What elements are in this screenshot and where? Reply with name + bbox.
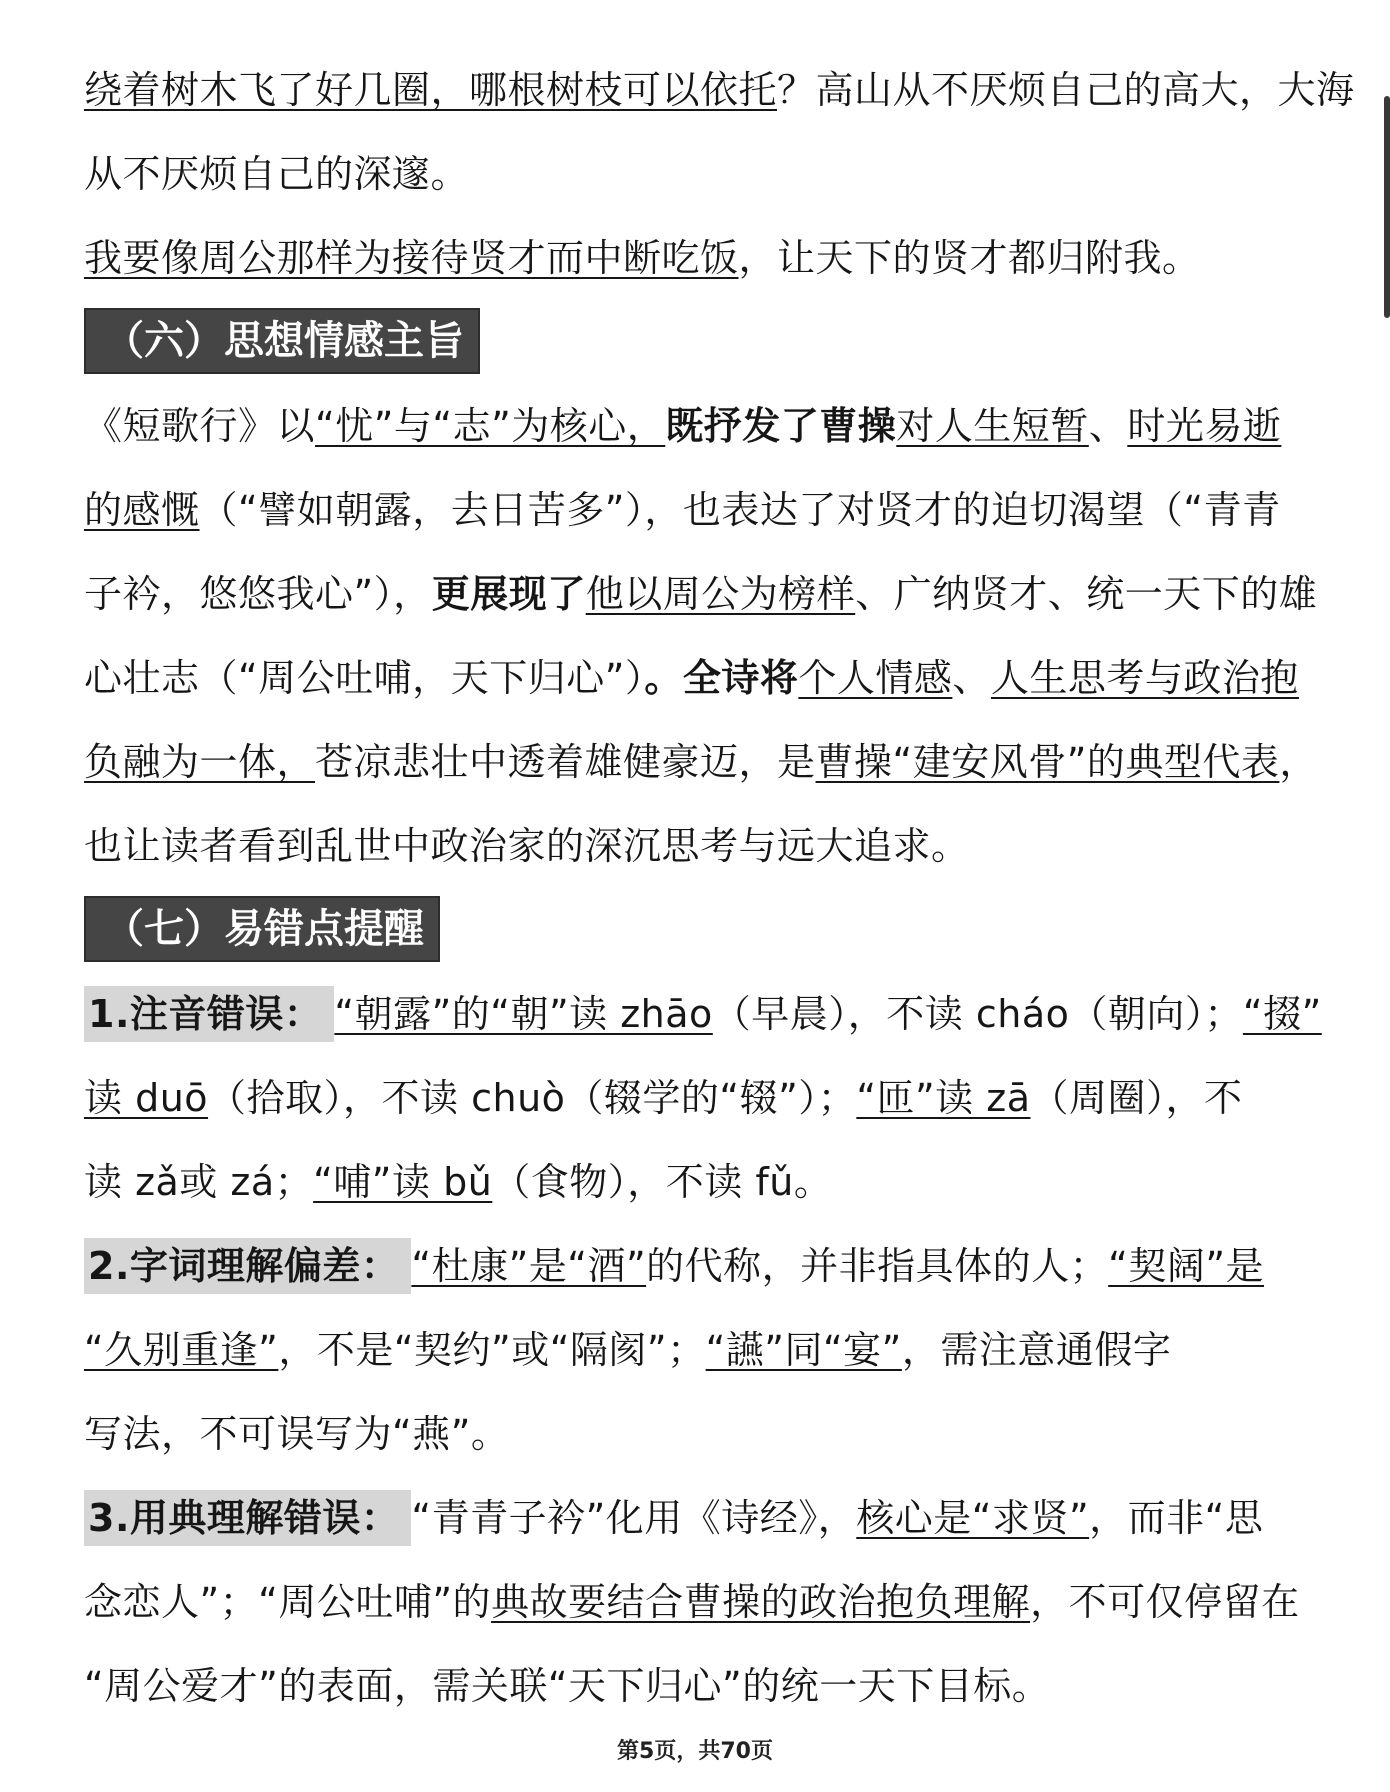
underlined-text: 时光易逝 — [1127, 404, 1282, 448]
text: “青青子衿”化用《诗经》， — [411, 1496, 857, 1540]
underlined-text: 个人情感 — [798, 656, 953, 700]
underlined-text: 曹操“建安风骨”的典型代表 — [815, 740, 1280, 784]
text: 从不厌烦自己的深邃。 — [84, 152, 470, 196]
text: （早晨），不读 cháo（朝向）； — [712, 992, 1243, 1036]
underlined-text: 典故要结合曹操的政治抱负理解 — [491, 1580, 1031, 1624]
text: ，不可仅停留在 — [1030, 1580, 1300, 1624]
bold-text: 。全诗将 — [644, 656, 799, 700]
text: 写法，不可误写为“燕”。 — [84, 1412, 510, 1456]
text: 苍凉悲壮中透着雄健豪迈，是 — [315, 740, 816, 784]
underlined-text: 人生思考与政治抱 — [990, 656, 1299, 700]
text: ？高山从不厌烦自己的高大，大海 — [777, 68, 1355, 112]
item-label-2: 2.字词理解偏差： — [84, 1238, 411, 1294]
text: ， — [1279, 740, 1318, 784]
underlined-text: “匝”读 zā — [856, 1076, 1031, 1120]
text-line — [84, 48, 1355, 132]
section-heading-6: （六）思想情感主旨 — [84, 308, 480, 374]
text: ，让天下的贤才都归附我。 — [738, 236, 1201, 280]
bold-text: 更展现了 — [431, 572, 586, 616]
text: （“譬如朝露，去日苦多”），也表达了对贤才的迫切渴望（“青青 — [199, 488, 1281, 532]
underlined-text: 读 duō — [84, 1076, 209, 1120]
text-line — [84, 804, 1306, 888]
underlined-text: 我要像周公那样为接待贤才而中断吃饭 — [84, 236, 739, 280]
text: 也让读者看到乱世中政治家的深沉思考与远大追求。 — [84, 824, 970, 868]
text-line — [84, 1308, 1306, 1392]
text: 、 — [952, 656, 991, 700]
text-line — [84, 720, 1318, 804]
text-line — [84, 972, 1322, 1056]
text: ，不是“契约”或“隔阂”； — [278, 1328, 706, 1372]
section-heading-7: （七）易错点提醒 — [84, 896, 440, 962]
underlined-text: 对人生短暂 — [896, 404, 1089, 448]
page-number: 第5页，共70页 — [617, 1739, 773, 1764]
text-line — [84, 1056, 1306, 1140]
text: 的代称，并非指具体的人； — [646, 1244, 1109, 1288]
underlined-text: “杜康”是“酒” — [411, 1244, 647, 1288]
text: （食物），不读 fǔ。 — [492, 1160, 833, 1204]
text-line — [84, 1392, 1306, 1476]
text-line — [84, 552, 1318, 636]
text: ，而非“思 — [1089, 1496, 1264, 1540]
text: “周公爱才”的表面，需关联“天下归心”的统一天下目标。 — [84, 1664, 1051, 1708]
text-line — [84, 636, 1306, 720]
text-line — [84, 1140, 1306, 1224]
underlined-text: 负融为一体， — [84, 740, 316, 784]
text-line — [84, 1476, 1306, 1560]
underlined-text: “忧”与“志”为核心， — [315, 404, 666, 448]
underlined-text: “朝露”的“朝”读 zhāo — [334, 992, 713, 1036]
text-line — [84, 216, 1306, 300]
text-line — [84, 132, 1306, 216]
text-line — [84, 384, 1306, 468]
text: 读 zǎ或 zá； — [84, 1160, 314, 1204]
text: 《短歌行》以 — [84, 404, 316, 448]
text: （周圈），不 — [1030, 1076, 1243, 1120]
text-line — [84, 1644, 1306, 1728]
underlined-text: “掇” — [1242, 992, 1322, 1036]
item-label-1: 1.注音错误： — [84, 986, 334, 1042]
text: 、 — [1088, 404, 1128, 448]
text: 心壮志（“周公吐哺，天下归心”） — [84, 656, 645, 700]
text: 子衿，悠悠我心”）， — [84, 572, 432, 616]
text: ，需注意通假字 — [901, 1328, 1172, 1372]
scrollbar-thumb[interactable] — [1384, 96, 1390, 318]
document-page — [84, 48, 1355, 1728]
underlined-text: 核心是“求贤” — [856, 1496, 1090, 1540]
underlined-text: “哺”读 bǔ — [313, 1160, 493, 1204]
underlined-text: “久别重逢” — [84, 1328, 279, 1372]
underlined-text: “讌”同“宴” — [705, 1328, 902, 1372]
text: （拾取），不读 chuò（辍学的“辍”）； — [208, 1076, 857, 1120]
underlined-text: “契阔”是 — [1108, 1244, 1265, 1288]
underlined-text: 他以周公为榜样 — [585, 572, 856, 616]
text-line — [84, 468, 1306, 552]
underlined-text: 绕着树木飞了好几圈，哪根树枝可以依托 — [84, 68, 778, 112]
text: 、广纳贤才、统一天下的雄 — [855, 572, 1318, 616]
bold-text: 既抒发了曹操 — [665, 404, 897, 448]
text: 念恋人”；“周公吐哺”的 — [84, 1580, 492, 1624]
text-line — [84, 1224, 1306, 1308]
text-line — [84, 1560, 1306, 1644]
item-label-3: 3.用典理解错误： — [84, 1490, 411, 1546]
underlined-text: 的感慨 — [84, 488, 200, 532]
